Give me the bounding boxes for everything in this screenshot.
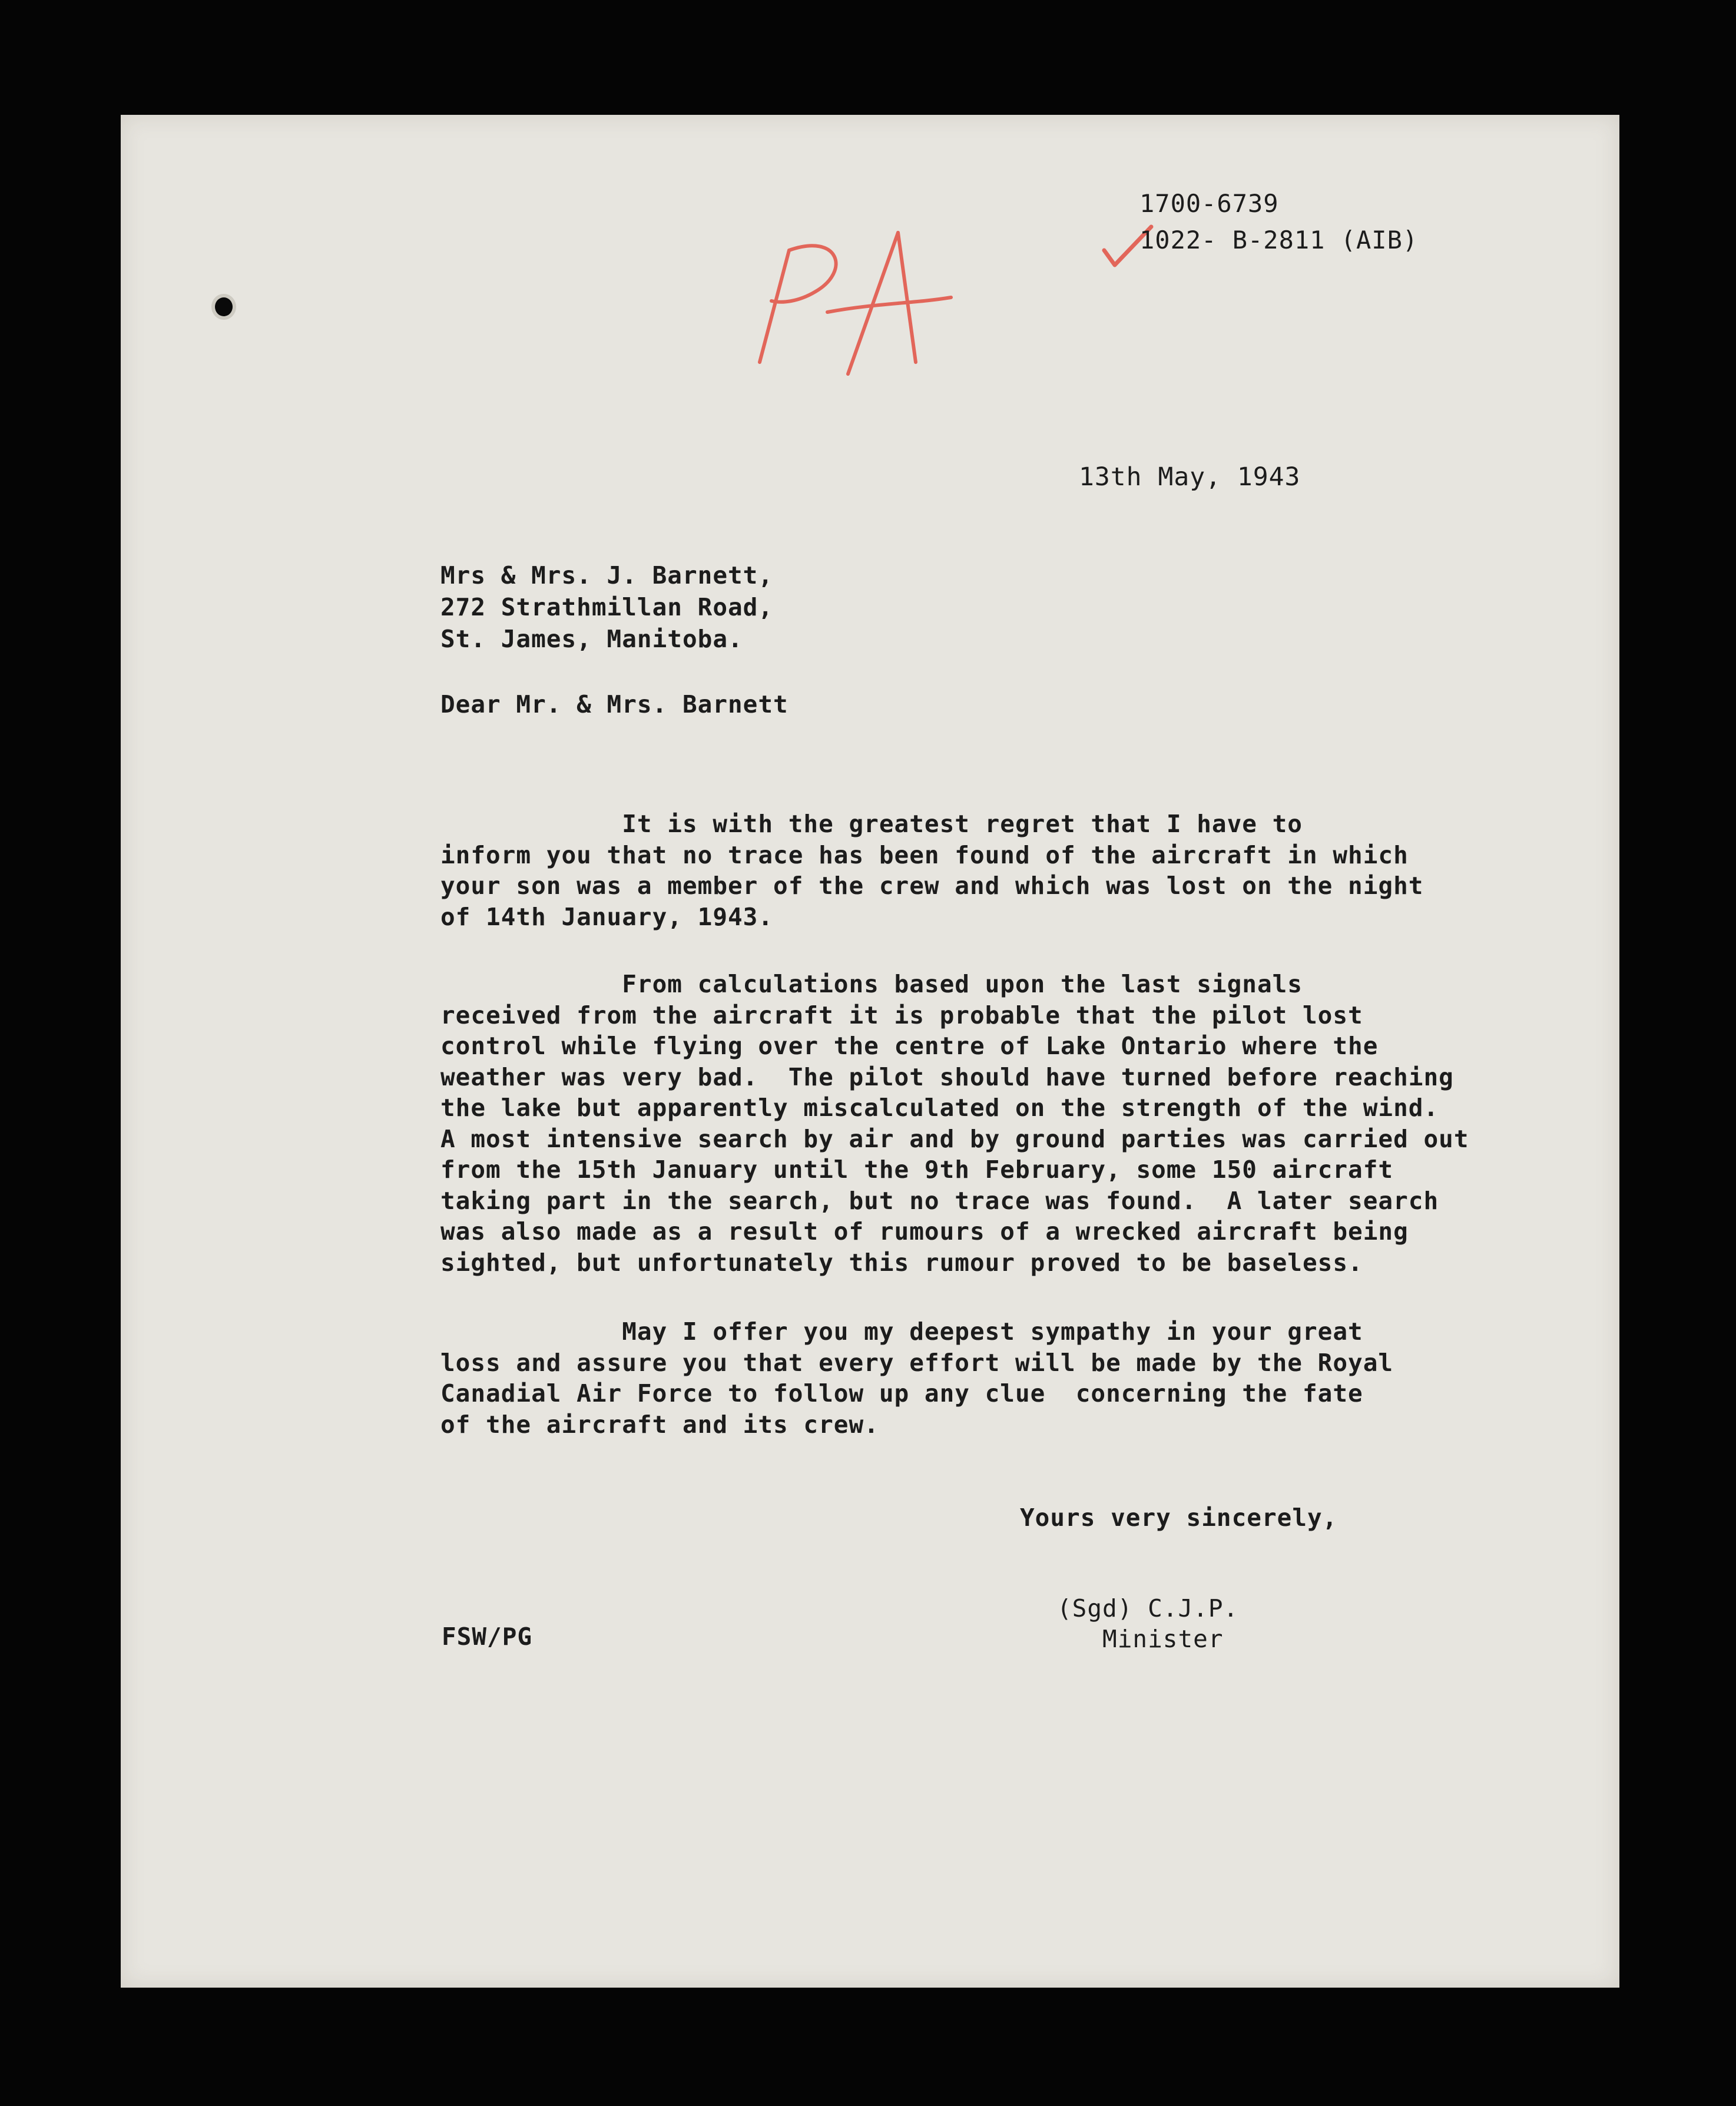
body-paragraph: It is with the greatest regret that I have to inform you that no trace has been found of the aircraft in which your son was a member of the crew and which was lost on the night of 14th January, 1943. xyxy=(440,810,1424,931)
signature-block xyxy=(1057,1593,1238,1654)
signature-line: (Sgd) C.J.P. xyxy=(1057,1594,1239,1622)
typist-initials: FSW/PG xyxy=(442,1622,533,1651)
body-paragraph: May I offer you my deepest sympathy in your great loss and assure you that every effort will be made by the Royal Canadial Air Force to follow up any clue concerning the fate of the aircraft and its crew. xyxy=(440,1317,1394,1439)
body-paragraph: From calculations based upon the last signals received from the aircraft it is probable that the pilot lost control while flying over the centre of Lake Ontario where the weather was very bad. The pilot should have turned before reaching the lake but apparently miscalculated on the strength of the wind. A most intensive search by air and by ground parties was carried out from the 15th January until the 9th February, some 150 aircraft taking part in the search, but no trace was found. A later search was also made as a result of rumours of a wrecked aircraft being sighted, but unfortunately this rumour proved to be baseless. xyxy=(440,970,1469,1277)
reference-numbers xyxy=(1139,186,1418,259)
handwritten-pa-mark xyxy=(739,215,986,392)
address-line: St. James, Manitoba. xyxy=(440,625,743,653)
address-line: Mrs & Mrs. J. Barnett, xyxy=(440,561,774,590)
address-line: 272 Strathmillan Road, xyxy=(440,593,774,621)
salutation: Dear Mr. & Mrs. Barnett xyxy=(440,690,789,718)
closing: Yours very sincerely, xyxy=(1020,1504,1338,1532)
letter-date: 13th May, 1943 xyxy=(1079,462,1301,492)
reference-number: 1700-6739 xyxy=(1139,189,1279,218)
punch-hole xyxy=(215,297,233,316)
recipient-address xyxy=(440,559,773,655)
reference-number: 1022- B-2811 (AIB) xyxy=(1139,226,1419,254)
signature-title: Minister xyxy=(1057,1625,1224,1653)
letter-page xyxy=(121,115,1619,1988)
